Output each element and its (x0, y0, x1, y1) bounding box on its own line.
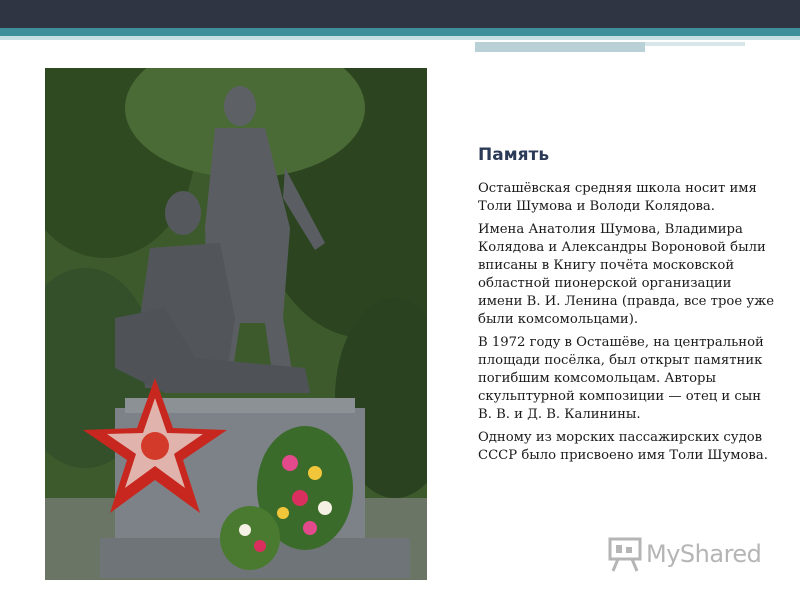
watermark-text: MyShared (646, 540, 762, 568)
header-accent-line (0, 28, 800, 36)
header-accent-block-small (645, 42, 745, 46)
watermark-logo (608, 537, 768, 573)
paragraph: Одному из морских пассажирских судов СССР было присвоено имя Толи Шумова. (478, 430, 768, 463)
slide-title: Память (478, 145, 550, 165)
paragraph: Осташёвская средняя школа носит имя Толи Шумова и Володи Колядова. (478, 181, 757, 214)
paragraph: Имена Анатолия Шумова, Владимира Колядова и Александры Вороновой были вписаны в Книгу почёта московской областной пионерской организации имени В. И. Ленина (правда, все трое уже были комсомольцами). (478, 222, 775, 327)
header-accent-block (475, 42, 645, 52)
monument-photo (45, 68, 427, 580)
paragraph: В 1972 году в Осташёве, на центральной площади посёлка, был открыт памятник погибшим комсомольцам. Авторы скульптурной композиции — отец и сын В. В. и Д. В. Калинины. (478, 335, 764, 422)
header-accent-line-light (0, 36, 800, 40)
header-bar (0, 0, 800, 28)
presentation-board-icon (608, 537, 642, 573)
slide-body (478, 180, 778, 470)
